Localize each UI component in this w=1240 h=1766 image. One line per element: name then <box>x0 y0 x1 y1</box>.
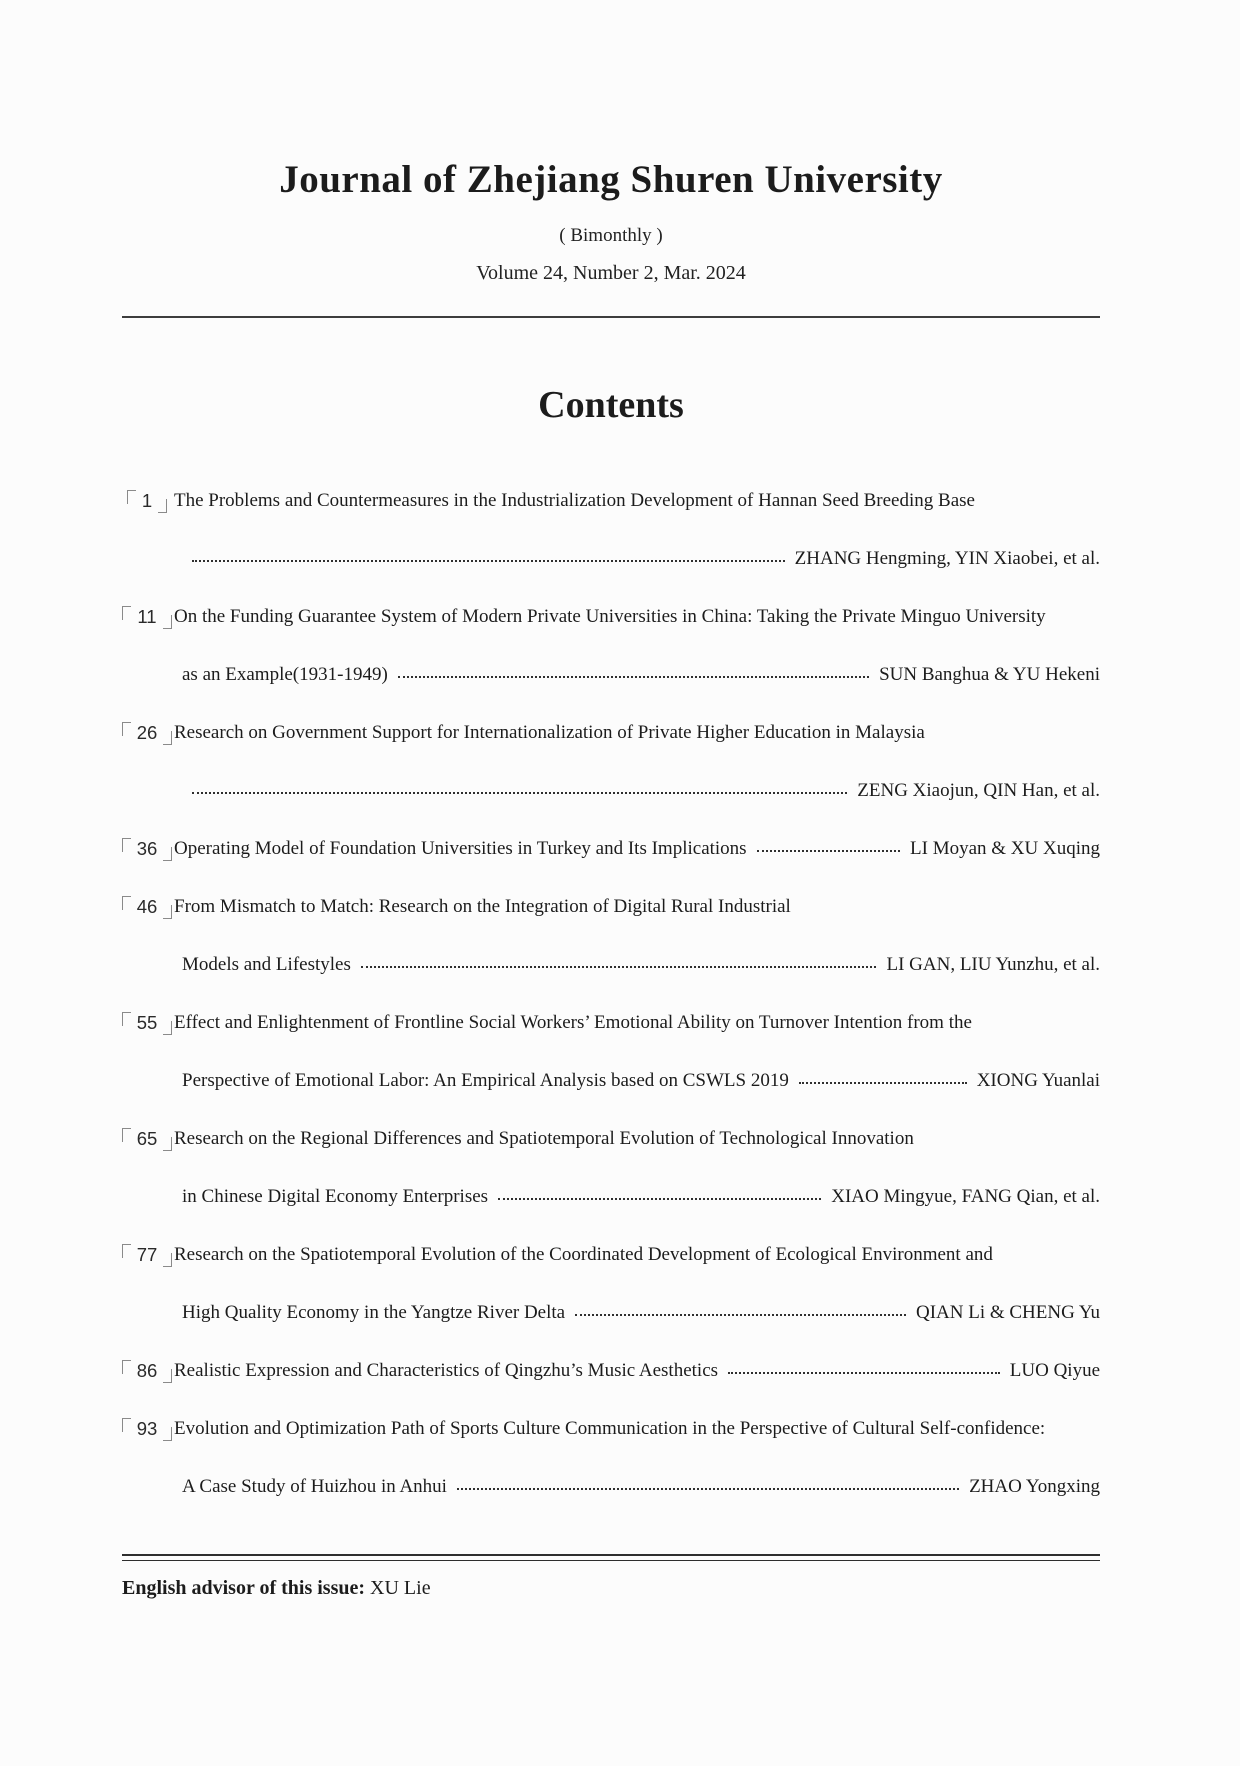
toc-line <box>122 1400 1100 1458</box>
page-number <box>122 896 172 918</box>
toc-entry <box>122 878 1100 994</box>
page-number-value: 36 <box>136 838 158 859</box>
footer-advisor <box>122 1575 1100 1601</box>
toc-entry <box>122 1110 1100 1226</box>
toc-line <box>122 1110 1100 1168</box>
toc-continuation-text: High Quality Economy in the Yangtze River Delta <box>182 1302 566 1323</box>
leader-dots <box>799 1082 967 1084</box>
toc-continuation-text: A Case Study of Huizhou in Anhui <box>182 1476 447 1497</box>
page-number <box>122 1012 172 1034</box>
page-number <box>122 1244 172 1266</box>
toc-authors: ZHAO Yongxing <box>969 1476 1100 1497</box>
page-number <box>122 838 172 860</box>
leader-dots <box>728 1372 1000 1374</box>
toc-entry <box>122 588 1100 704</box>
page-number <box>122 722 172 744</box>
header-rule <box>122 316 1100 318</box>
toc-title-text: Operating Model of Foundation Universities in Turkey and Its Implications <box>174 838 747 859</box>
page-bracket-right-icon <box>163 615 172 629</box>
page-number-value: 55 <box>136 1012 158 1033</box>
leader-dots <box>361 966 877 968</box>
toc-authors: XIAO Mingyue, FANG Qian, et al. <box>831 1186 1100 1207</box>
leader-dots <box>192 792 847 794</box>
leader-dots <box>575 1314 906 1316</box>
toc-continuation-text: Perspective of Emotional Labor: An Empirical Analysis based on CSWLS 2019 <box>182 1070 789 1091</box>
toc-authors: ZENG Xiaojun, QIN Han, et al. <box>857 780 1100 801</box>
toc-entry <box>122 820 1100 878</box>
page-number-value: 93 <box>136 1418 158 1439</box>
toc-title-text: Realistic Expression and Characteristics of Qingzhu’s Music Aesthetics <box>174 1360 719 1381</box>
page-bracket-right-icon <box>163 1369 172 1383</box>
page-content <box>122 0 1100 1601</box>
page-bracket-right-icon <box>163 1021 172 1035</box>
toc-line <box>122 588 1100 646</box>
toc-line <box>122 994 1100 1052</box>
toc-continuation-text: in Chinese Digital Economy Enterprises <box>182 1186 489 1207</box>
toc-authors: QIAN Li & CHENG Yu <box>915 1302 1100 1323</box>
journal-title: Journal of Zhejiang Shuren University <box>279 158 943 201</box>
page-bracket-right-icon <box>163 1427 172 1441</box>
toc-line <box>182 1458 1100 1516</box>
page-number-value: 26 <box>136 722 158 743</box>
toc-title-text: From Mismatch to Match: Research on the Integration of Digital Rural Industrial <box>174 896 791 917</box>
page-number-value: 46 <box>136 896 158 917</box>
toc-continuation-text: Models and Lifestyles <box>182 954 351 975</box>
toc-line <box>122 878 1100 936</box>
page-bracket-right-icon <box>158 499 167 513</box>
page-number <box>122 1418 172 1440</box>
leader-dots <box>457 1488 959 1490</box>
page-bracket-right-icon <box>163 731 172 745</box>
page-bracket-left-icon <box>122 896 131 910</box>
toc-line <box>122 1342 1100 1400</box>
toc-authors: ZHANG Hengming, YIN Xiaobei, et al. <box>794 548 1100 569</box>
page-bracket-left-icon <box>127 490 136 504</box>
page-bracket-right-icon <box>163 905 172 919</box>
toc-line <box>122 472 1100 530</box>
page-bracket-left-icon <box>122 606 131 620</box>
toc-line <box>182 530 1100 588</box>
toc-entry <box>122 1226 1100 1342</box>
toc-line <box>182 1052 1100 1110</box>
toc-continuation-text: as an Example(1931-1949) <box>182 664 388 685</box>
toc-line <box>182 762 1100 820</box>
toc-line <box>122 820 1100 878</box>
toc-entry <box>122 994 1100 1110</box>
page-number <box>122 1360 172 1382</box>
page-bracket-left-icon <box>122 838 131 852</box>
footer-advisor-label: English advisor of this issue: <box>122 1577 366 1599</box>
toc-entry <box>122 1342 1100 1400</box>
leader-dots <box>498 1198 821 1200</box>
page-bracket-right-icon <box>163 1137 172 1151</box>
page-bracket-left-icon <box>122 1012 131 1026</box>
page-bracket-left-icon <box>122 1418 131 1432</box>
toc-title-text: The Problems and Countermeasures in the Industrialization Development of Hannan Seed Breeding Base <box>174 490 975 511</box>
toc-entry <box>122 704 1100 820</box>
contents-heading: Contents <box>538 384 684 426</box>
journal-header <box>122 0 1100 286</box>
toc-line <box>122 704 1100 762</box>
toc-authors: LUO Qiyue <box>1009 1360 1100 1381</box>
toc-line <box>182 646 1100 704</box>
leader-dots <box>398 676 869 678</box>
toc-title-text: On the Funding Guarantee System of Modern Private Universities in China: Taking the Private Minguo University <box>174 606 1046 627</box>
leader-dots <box>192 560 785 562</box>
toc-authors: XIONG Yuanlai <box>976 1070 1100 1091</box>
toc-entry <box>122 472 1100 588</box>
toc-entry <box>122 1400 1100 1516</box>
toc-line <box>182 1284 1100 1342</box>
page-number <box>122 606 172 628</box>
toc-line <box>182 1168 1100 1226</box>
page-bracket-right-icon <box>163 1253 172 1267</box>
toc-title-text: Research on the Regional Differences and Spatiotemporal Evolution of Technological Innovation <box>174 1128 914 1149</box>
toc-line <box>122 1226 1100 1284</box>
toc-line <box>182 936 1100 994</box>
journal-issue-line: Volume 24, Number 2, Mar. 2024 <box>476 262 746 284</box>
page-bracket-left-icon <box>122 722 131 736</box>
toc-authors: LI GAN, LIU Yunzhu, et al. <box>886 954 1100 975</box>
toc-authors: LI Moyan & XU Xuqing <box>910 838 1100 859</box>
page-bracket-left-icon <box>122 1128 131 1142</box>
page-number-value: 11 <box>137 606 157 627</box>
toc-authors: SUN Banghua & YU Hekeni <box>879 664 1100 685</box>
toc-title-text: Research on Government Support for Internationalization of Private Higher Education in Malaysia <box>174 722 925 743</box>
page-number <box>122 1128 172 1150</box>
page-number-value: 86 <box>136 1360 158 1381</box>
footer-advisor-name: XU Lie <box>370 1577 431 1599</box>
toc-title-text: Evolution and Optimization Path of Sports Culture Communication in the Perspective of Cultural Self-confidence: <box>174 1418 1046 1439</box>
toc-title-text: Research on the Spatiotemporal Evolution of the Coordinated Development of Ecological Environment and <box>174 1244 993 1265</box>
page-number-value: 77 <box>136 1244 158 1265</box>
toc-title-text: Effect and Enlightenment of Frontline Social Workers’ Emotional Ability on Turnover Intention from the <box>174 1012 972 1033</box>
page-bracket-left-icon <box>122 1360 131 1374</box>
journal-subtitle: ( Bimonthly ) <box>559 225 663 246</box>
page-bracket-left-icon <box>122 1244 131 1258</box>
contents-list <box>122 472 1100 1516</box>
page-number <box>122 490 172 512</box>
leader-dots <box>757 850 900 852</box>
footer-rule <box>122 1554 1100 1561</box>
page-number-value: 1 <box>141 490 153 511</box>
page-bracket-right-icon <box>163 847 172 861</box>
page-number-value: 65 <box>136 1128 158 1149</box>
